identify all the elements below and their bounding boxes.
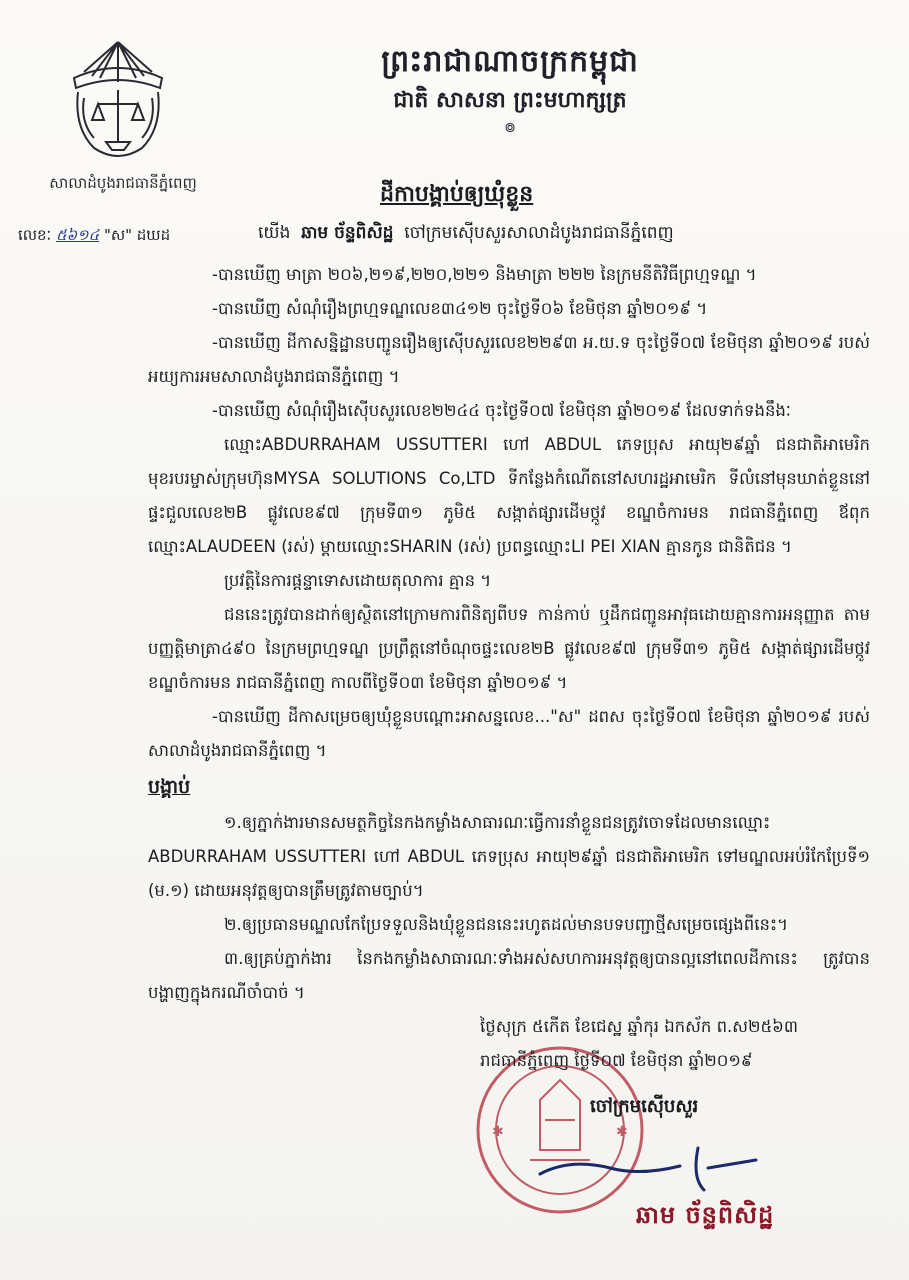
lunar-date: ថ្ងៃសុក្រ ៥កើត ខែជេស្ឋ ឆ្នាំកុរ ឯកស័ក ព.ស២៥៦៣ (480, 1017, 798, 1036)
intro-prefix: យើង (258, 223, 291, 243)
order-item-2: ២.ឲ្យប្រធានមណ្ឌលកែប្រែទទួលនិងឃុំខ្លួនជននេះរហូតដល់មានបទបញ្ជាថ្មីសម្រេចផ្សេងពីនេះ។ (224, 915, 789, 934)
signer-name: ឆាម ច័ន្ទពិសិដ្ឋ (636, 1201, 775, 1229)
paragraph-3: -បានឃើញ ដីកាសន្និដ្ឋានបញ្ជូនរឿងឲ្យស៊ើបសួរលេខ២២៩៣ អ.យ.ទ ចុះថ្ងៃទី០៧ ខែមិថុនា ឆ្នាំ២០១៩ របស់អយ្យការអមសាលាដំបូងរាជធានីភ្នំពេញ ។ (148, 333, 870, 386)
order-item-3: ៣.ឲ្យគ្រប់ភ្នាក់ងារ នៃកងកម្លាំងសាធារណៈទាំងអស់សហការអនុវត្តឲ្យបានល្អនៅពេលដីកានេះ ត្រូវបានបង្ហាញក្នុងករណីចាំបាច់ ។ (148, 949, 870, 1002)
reference-handwritten-number: ៥៦១៤ (55, 226, 100, 244)
ornament: ៙ (504, 120, 516, 136)
paragraph-8: -បានឃើញ ដីកាសម្រេចឲ្យឃុំខ្លួនបណ្ដោះអាសន្នលេខ..."ស" ដពស ចុះថ្ងៃទី០៧ ខែមិថុនា ឆ្នាំ២០១៩ របស់សាលាដំបូងរាជធានីភ្នំពេញ ។ (148, 707, 870, 760)
intro-line (258, 222, 674, 247)
paragraph-7: ជននេះត្រូវបានដាក់ឲ្យស្ថិតនៅក្រោមការពិនិត្យពីបទ កាន់កាប់ ឬដឹកជញ្ជូនអាវុធដោយគ្មានការអនុញ្ញាត តាមបញ្ញត្តិមាត្រា៤៩០ នៃក្រមព្រហ្មទណ្ឌ ប្រព្រឹត្តនៅចំណុចផ្ទះលេខ២B ផ្លូវលេខ៩៧ ក្រុមទី៣១ ភូមិ៥ សង្កាត់ផ្សារដើមថ្កូវ ខណ្ឌចំការមន រាជធានីភ្នំពេញ កាលពីថ្ងៃទី០៣ ខែមិថុនា ឆ្នាំ២០១៩ ។ (148, 605, 870, 692)
handwritten-signature-icon (520, 1138, 760, 1198)
document-title: ដីកាបង្គាប់ឲ្យឃុំខ្លួន (380, 182, 534, 207)
paragraph-5: ឈ្មោះABDURRAHAM USSUTTERI ហៅ ABDUL ភេទប្រុស អាយុ២៩ឆ្នាំ ជនជាតិអាមេរិក មុខរបរម្ចាស់ក្រុមហ៊ុនMYSA SOLUTIONS Co,LTD ទីកន្លែងកំណើតនៅសហរដ្ឋអាមេរិក ទីលំនៅមុនឃាត់ខ្លួននៅផ្ទះជួលលេខ២B ផ្លូវលេខ៩៧ ក្រុមទី៣១ ភូមិ៥ សង្កាត់ផ្សារដើមថ្កូវ ខណ្ឌចំការមន រាជធានីភ្នំពេញ ឪពុកឈ្មោះALAUDEEN (រស់) ម្ដាយឈ្មោះSHARIN (រស់) ប្រពន្ធឈ្មោះLI PEI XIAN គ្មានកូន ជានិតិជន ។ (148, 435, 870, 556)
place-date: រាជធានីភ្នំពេញ ថ្ងៃទី០៧ ខែមិថុនា ឆ្នាំ២០១៩ (480, 1051, 753, 1070)
reference-number (18, 226, 170, 248)
kingdom-title: ព្រះរាជាណាចក្រកម្ពុជា (381, 44, 639, 79)
paragraph-6: ប្រវត្តិនៃការផ្ដន្ទាទោសដោយតុលាការ គ្មាន ។ (224, 571, 492, 590)
date-block (480, 1010, 798, 1078)
court-emblem-icon (64, 38, 172, 170)
reference-label: លេខៈ (18, 226, 52, 244)
national-motto: ជាតិ សាសនា ព្រះមហាក្សត្រ (393, 88, 627, 113)
paragraph-2: -បានឃើញ សំណុំរឿងព្រហ្មទណ្ឌលេខ៣៤១២ ចុះថ្ងៃទី០៦ ខែមិថុនា ឆ្នាំ២០១៩ ។ (212, 299, 708, 318)
order-item-1: ១.ឲ្យភ្នាក់ងារមានសមត្ថកិច្ចនៃកងកម្លាំងសាធារណៈធ្វើការនាំខ្លួនជនត្រូវចោទដែលមានឈ្មោះ ABDURRAHAM USSUTTERI ហៅ ABDUL ភេទប្រុស អាយុ២៩ឆ្នាំ ជនជាតិអាមេរិក ទៅមណ្ឌលអប់រំកែប្រែទី១ (ម.១) ដោយអនុវត្តឲ្យបានត្រឹមត្រូវតាមច្បាប់។ (148, 813, 870, 900)
paragraph-1: -បានឃើញ មាត្រា ២០៦,២១៩,២២០,២២១ និងមាត្រា ២២២ នៃក្រមនីតិវិធីព្រហ្មទណ្ឌ ។ (212, 265, 757, 284)
judge-name: ឆាម ច័ន្ទពិសិដ្ឋ (301, 223, 394, 243)
document-body (148, 258, 870, 1010)
paragraph-4: -បានឃើញ សំណុំរឿងស៊ើបសួរលេខ២២៤៤ ចុះថ្ងៃទី០៧ ខែមិថុនា ឆ្នាំ២០១៩ ដែលទាក់ទងនឹងៈ (212, 401, 791, 420)
signer-title: ចៅក្រមស៊ើបសួរ (590, 1096, 699, 1117)
svg-text:✱: ✱ (492, 1124, 504, 1140)
reference-suffix: "ស" ដឃដ (103, 226, 171, 244)
svg-text:✱: ✱ (616, 1124, 628, 1140)
court-name: សាលាដំបូងរាជធានីភ្នំពេញ (49, 174, 197, 192)
order-heading: បង្គាប់ (148, 776, 191, 798)
judge-role: ចៅក្រមស៊ើបសួរសាលាដំបូងរាជធានីភ្នំពេញ (404, 223, 674, 243)
